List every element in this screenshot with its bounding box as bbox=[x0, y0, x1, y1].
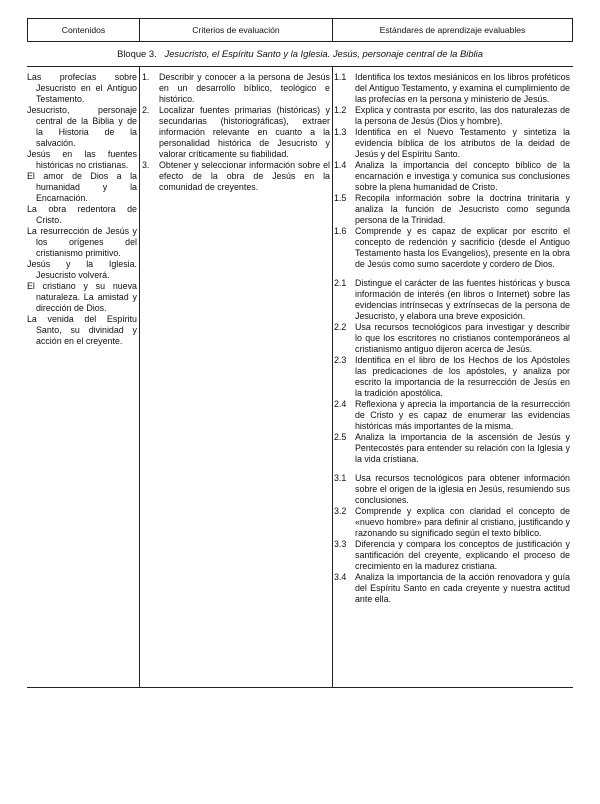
criterio-text: Describir y conocer a la persona de Jesús en un desarrollo bíblico, teológico e histórico. bbox=[159, 72, 330, 104]
block-name: Jesucristo, el Espíritu Santo y la Iglesia. Jesús, personaje central de la Biblia bbox=[164, 48, 483, 59]
contenido-item: La resurrección de Jesús y los orígenes del cristianismo primitivo. bbox=[27, 226, 137, 258]
estandar-number: 1.4 bbox=[334, 160, 347, 170]
contenido-item: Jesús y la Iglesia. Jesucristo volverá. bbox=[27, 259, 137, 280]
estandar-number: 2.3 bbox=[334, 355, 347, 365]
estandares-column bbox=[334, 72, 570, 605]
estandar-item bbox=[334, 399, 570, 432]
estandar-text: Analiza la importancia de la ascensión de Jesús y Pentecostés para entender su relación con la Iglesia y la vida cristiana. bbox=[355, 432, 570, 464]
criterio-text: Obtener y seleccionar información sobre el efecto de la obra de Jesús en la comunidad de creyentes. bbox=[159, 160, 330, 192]
contenido-item: El amor de Dios a la humanidad y la Encarnación. bbox=[27, 171, 137, 203]
criterio-item bbox=[142, 160, 330, 193]
estandar-number: 2.4 bbox=[334, 399, 347, 409]
estandar-number: 1.6 bbox=[334, 226, 347, 236]
header-criterios: Criterios de evaluación bbox=[140, 19, 333, 42]
contenido-item: Jesús en las fuentes históricas no cristianas. bbox=[27, 149, 137, 170]
estandar-number: 1.5 bbox=[334, 193, 347, 203]
contenido-item: El cristiano y su nueva naturaleza. La amistad y dirección de Dios. bbox=[27, 281, 137, 313]
estandar-item bbox=[334, 355, 570, 399]
estandar-text: Identifica en el Nuevo Testamento y sintetiza la evidencia bíblica de los atributos de la deidad de Jesús y del Espíritu Santo. bbox=[355, 127, 570, 159]
contenido-item: Jesucristo, personaje central de la Biblia y de la Historia de la salvación. bbox=[27, 105, 137, 148]
estandar-item bbox=[334, 506, 570, 539]
header-contenidos: Contenidos bbox=[28, 19, 140, 42]
estandar-number: 3.4 bbox=[334, 572, 347, 582]
estandar-text: Usa recursos tecnológicos para investigar y describir lo que los escritores no cristianos contemporáneos al cristianismo antiguo dijeron acerca de Jesús. bbox=[355, 322, 570, 354]
column-divider bbox=[332, 67, 333, 687]
estandar-text: Analiza la importancia de la acción renovadora y guía del Espíritu Santo en cada creyente y nuestra actitud ante ella. bbox=[355, 572, 570, 604]
estandar-item bbox=[334, 322, 570, 355]
header-estandares: Estándares de aprendizaje evaluables bbox=[333, 19, 573, 42]
estandar-text: Comprende y es capaz de explicar por escrito el concepto de redención y sacrificio (desde el Antiguo Testamento hasta los Evangelios), presente en la obra de Jesús como sumo sacerdote y cordero de Dios. bbox=[355, 226, 570, 269]
estandar-item bbox=[334, 160, 570, 193]
estandar-item bbox=[334, 432, 570, 465]
estandar-number: 3.1 bbox=[334, 473, 347, 483]
estandar-number: 3.2 bbox=[334, 506, 347, 516]
estandar-number: 1.1 bbox=[334, 72, 347, 82]
estandar-text: Comprende y explica con claridad el concepto de «nuevo hombre» para definir al cristiano, justificando y razonando su significado según el texto bíblico. bbox=[355, 506, 570, 538]
estandar-item bbox=[334, 539, 570, 572]
contenido-item: La obra redentora de Cristo. bbox=[27, 204, 137, 225]
estandar-text: Usa recursos tecnológicos para obtener información sobre el origen de la iglesia en Jesús, resumiendo sus conclusiones. bbox=[355, 473, 570, 505]
estandar-item bbox=[334, 105, 570, 127]
estandar-number: 3.3 bbox=[334, 539, 347, 549]
block-label: Bloque 3. bbox=[117, 48, 157, 59]
criterio-item bbox=[142, 72, 330, 105]
estandar-text: Reflexiona y aprecia la importancia de la resurrección de Cristo y es capaz de enumerar las evidencias históricas más importantes de la misma. bbox=[355, 399, 570, 431]
contenido-item: La venida del Espíritu Santo, su divinidad y acción en el creyente. bbox=[27, 314, 137, 346]
criterio-number: 1. bbox=[142, 72, 150, 82]
estandar-text: Identifica en el libro de los Hechos de los Apóstoles las predicaciones de los apóstoles, y analiza por escrito la importancia de la resurrección de Jesús en la tradición apostólica. bbox=[355, 355, 570, 398]
group-spacer bbox=[334, 465, 570, 473]
estandar-text: Recopila información sobre la doctrina trinitaria y analiza la función de Jesucristo como segunda persona de la Trinidad. bbox=[355, 193, 570, 225]
column-divider bbox=[139, 67, 140, 687]
estandar-number: 1.2 bbox=[334, 105, 347, 115]
contenidos-column bbox=[27, 72, 137, 347]
block-title bbox=[27, 42, 573, 66]
criterio-item bbox=[142, 105, 330, 160]
estandar-text: Diferencia y compara los conceptos de justificación y santificación del creyente, explicando el proceso de crecimiento en la madurez cristiana. bbox=[355, 539, 570, 571]
estandar-text: Explica y contrasta por escrito, las dos naturalezas de la persona de Jesús (Dios y hombre). bbox=[355, 105, 570, 126]
estandar-text: Analiza la importancia del concepto bíblico de la encarnación e investiga y comunica sus conclusiones sobre la plena humanidad de Cristo. bbox=[355, 160, 570, 192]
estandar-number: 2.5 bbox=[334, 432, 347, 442]
estandar-text: Distingue el carácter de las fuentes históricas y busca información de interés (en libros o Internet) sobre las evidencias intrínsecas y extrínsecas de la persona de Jesucristo, y elabora una breve exposición. bbox=[355, 278, 570, 321]
estandar-item bbox=[334, 193, 570, 226]
estandar-item bbox=[334, 226, 570, 270]
group-spacer bbox=[334, 270, 570, 278]
estandar-item bbox=[334, 72, 570, 105]
estandar-item bbox=[334, 572, 570, 605]
estandar-number: 2.2 bbox=[334, 322, 347, 332]
criterio-text: Localizar fuentes primarias (históricas) y secundarias (historiográficas), extraer información relevante en cuanto a la personalidad histórica de Jesucristo y valorar críticamente su fiabilidad. bbox=[159, 105, 330, 159]
estandar-item bbox=[334, 473, 570, 506]
contenido-item: Las profecías sobre Jesucristo en el Antiguo Testamento. bbox=[27, 72, 137, 104]
column-header-table bbox=[27, 18, 573, 42]
criterios-column bbox=[142, 72, 330, 193]
estandar-item bbox=[334, 127, 570, 160]
estandar-number: 2.1 bbox=[334, 278, 347, 288]
estandar-text: Identifica los textos mesiánicos en los libros proféticos del Antiguo Testamento, y examina el cumplimiento de las profecías en la persona y ministerio de Jesús. bbox=[355, 72, 570, 104]
criterio-number: 3. bbox=[142, 160, 150, 170]
content-table bbox=[27, 66, 573, 688]
criterio-number: 2. bbox=[142, 105, 150, 115]
estandar-number: 1.3 bbox=[334, 127, 347, 137]
curriculum-page bbox=[27, 18, 573, 688]
estandar-item bbox=[334, 278, 570, 322]
